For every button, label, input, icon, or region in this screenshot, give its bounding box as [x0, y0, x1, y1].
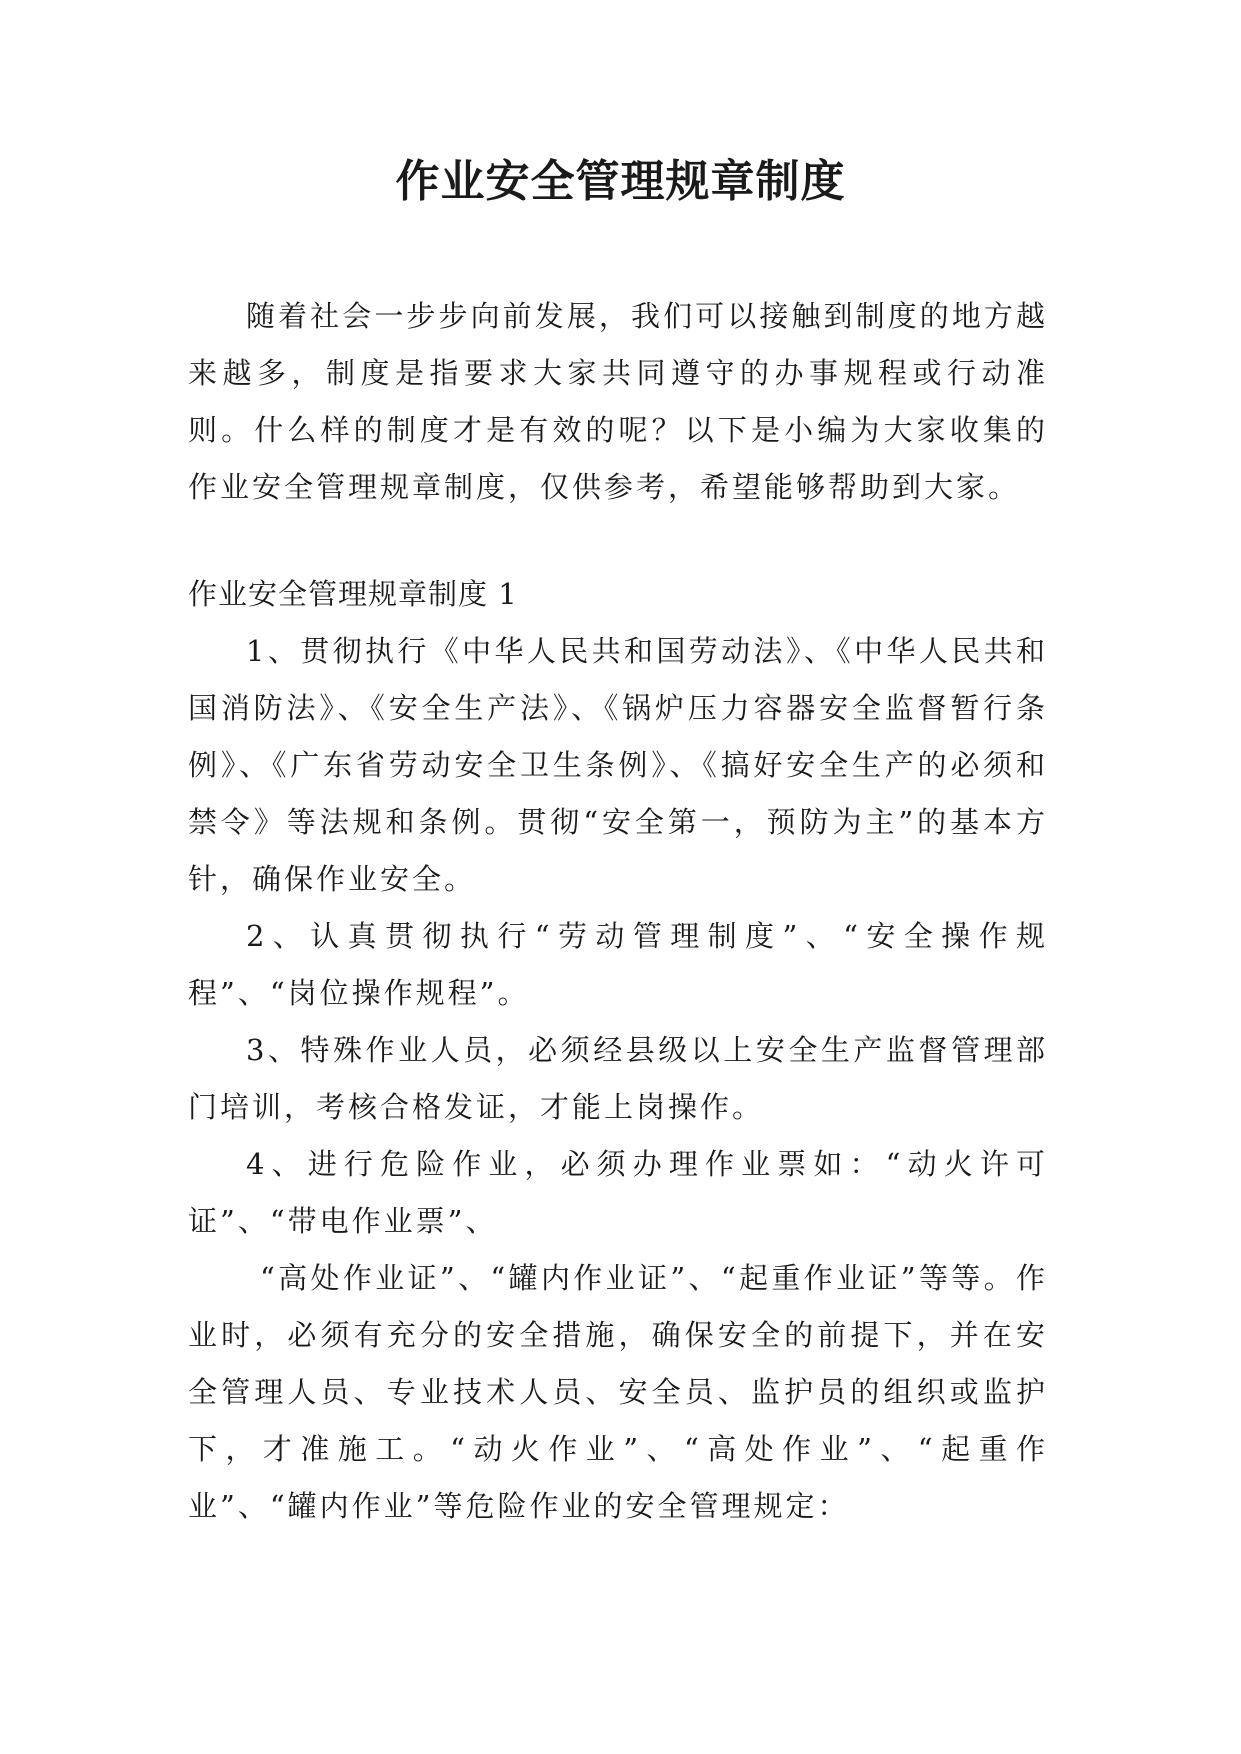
item-1: 1、贯彻执行《中华人民共和国劳动法》、《中华人民共和国消防法》、《安全生产法》、《锅炉压力容器安全监督暂行条例》、《广东省劳动安全卫生条例》、《搞好安全生产的必须和禁令》等法规和条例。贯彻“安全第一，预防为主”的基本方针，确保作业安全。 [188, 634, 1048, 896]
document-body [188, 288, 1048, 1535]
item-3: 3、特殊作业人员，必须经县级以上安全生产监督管理部门培训，考核合格发证，才能上岗操作。 [188, 1033, 1048, 1124]
section-heading: 作业安全管理规章制度 1 [188, 577, 518, 611]
item-2: 2、认真贯彻执行“劳动管理制度”、“安全操作规程”、“岗位操作规程”。 [188, 919, 1048, 1010]
document-title: 作业安全管理规章制度 [395, 156, 846, 207]
intro-paragraph: 随着社会一步步向前发展，我们可以接触到制度的地方越来越多，制度是指要求大家共同遵守的办事规程或行动准则。什么样的制度才是有效的呢？以下是小编为大家收集的作业安全管理规章制度，仅供参考，希望能够帮助到大家。 [188, 299, 1048, 504]
spacer [188, 516, 1048, 566]
item-4: 4、进行危险作业，必须办理作业票如：“动火许可证”、“带电作业票”、 [188, 1147, 1048, 1238]
item-4-continuation: “高处作业证”、“罐内作业证”、“起重作业证”等等。作业时，必须有充分的安全措施，确保安全的前提下，并在安全管理人员、专业技术人员、安全员、监护员的组织或监护下，才准施工。“动火作业”、“高处作业”、“起重作业”、“罐内作业”等危险作业的安全管理规定： [188, 1261, 1048, 1523]
